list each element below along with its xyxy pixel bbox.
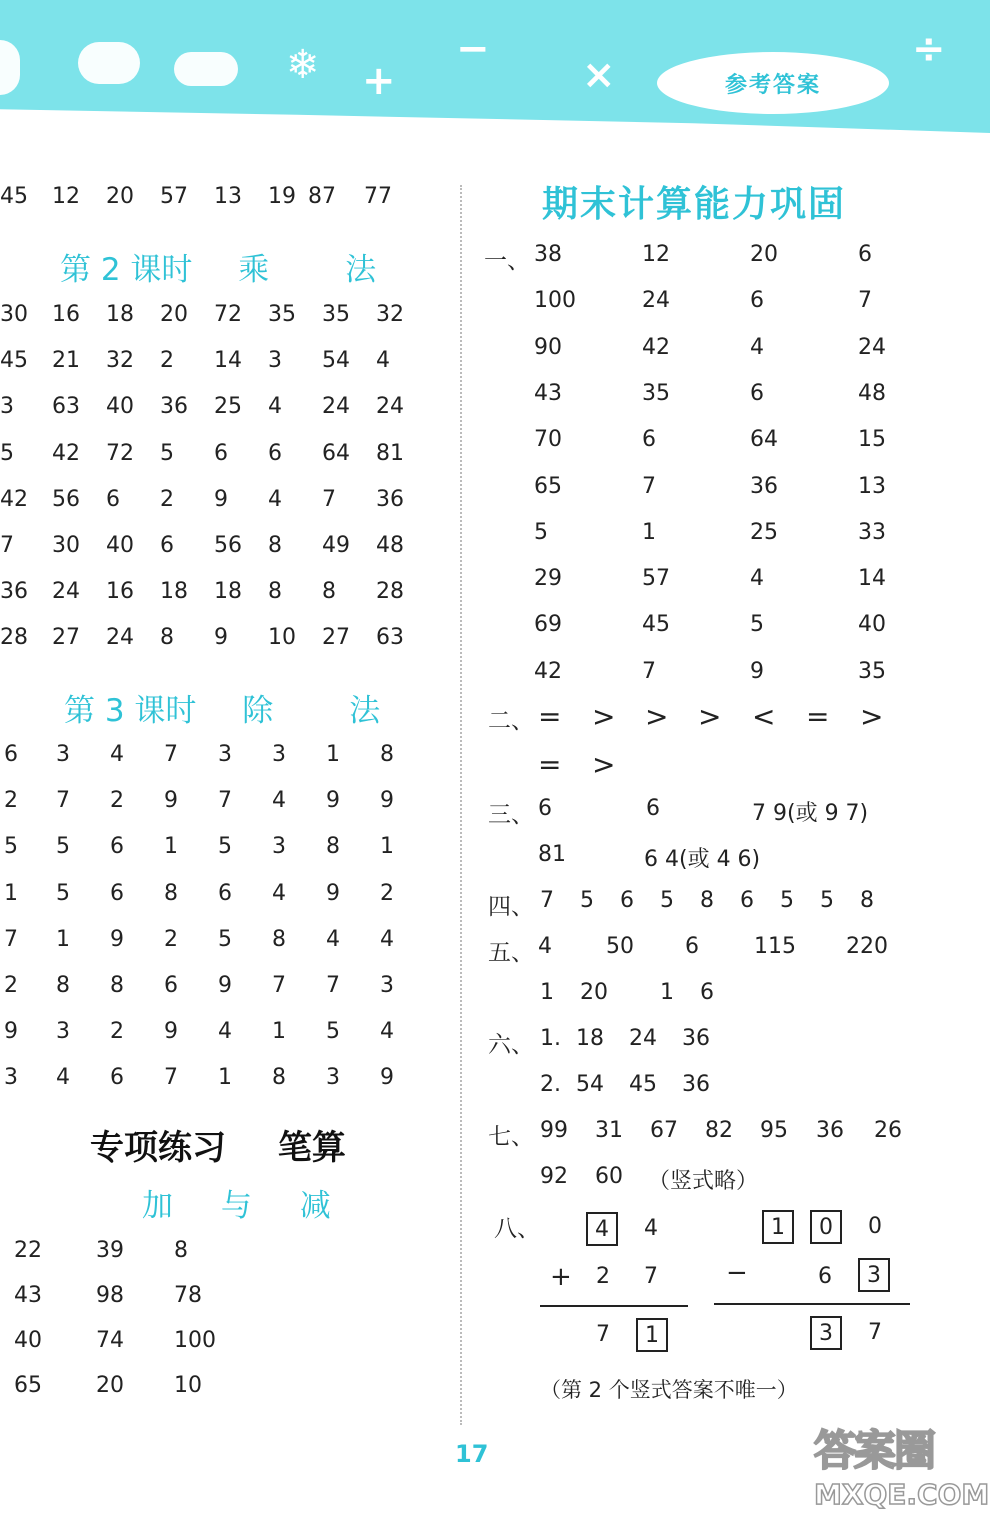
lesson2-cell: 25	[214, 394, 242, 420]
lesson3-cell: 9	[164, 788, 178, 814]
sum-line	[540, 1305, 688, 1307]
lesson2-cell: 4	[268, 394, 282, 420]
special-title-b: 笔算	[277, 1128, 346, 1168]
lesson3-cell: 6	[110, 880, 124, 906]
lesson2-cell: 56	[214, 533, 242, 558]
lesson3-cell: 5	[218, 834, 232, 860]
plus-sign: +	[550, 1262, 572, 1292]
lesson3-cell: 5	[326, 1019, 340, 1045]
lesson3-cell: 9	[380, 788, 394, 814]
lesson2-title	[60, 244, 376, 289]
lesson2-cell: 32	[106, 348, 134, 374]
lesson2-cell: 2	[160, 486, 174, 512]
special-title-a: 专项练习	[90, 1128, 226, 1168]
s4-cell: 5	[780, 888, 794, 913]
special-cell: 39	[96, 1238, 124, 1263]
lesson3-cell: 1	[272, 1019, 286, 1045]
lesson3-cell: 8	[56, 973, 70, 998]
s1-cell: 24	[642, 288, 670, 314]
lesson2-cell: 16	[106, 579, 134, 605]
special-cell: 8	[174, 1238, 188, 1263]
s1-cell: 35	[858, 658, 886, 684]
special-cell: 100	[174, 1328, 216, 1353]
s3-label: 三、	[488, 802, 534, 828]
s1-cell: 42	[642, 334, 670, 360]
lesson3-cell: 9	[164, 1019, 178, 1045]
lesson3-cell: 5	[218, 926, 232, 952]
lesson3-cell: 4	[380, 926, 394, 952]
s1-cell: 6	[750, 288, 764, 314]
answer-badge	[657, 52, 889, 114]
s6-cell: 36	[682, 1026, 710, 1051]
lesson3-cell: 6	[110, 1065, 124, 1091]
lesson3-cell: 9	[218, 973, 232, 998]
lesson2-cell: 28	[0, 625, 28, 651]
lesson3-cell: 7	[56, 788, 70, 814]
left-top-cell: 19	[268, 184, 296, 209]
s3-cell: 7 9(或 9 7)	[752, 801, 869, 826]
s1-cell: 40	[858, 612, 886, 638]
lesson2-cell: 18	[160, 579, 188, 605]
lesson3-cell: 5	[56, 880, 70, 906]
s1-cell: 12	[642, 242, 670, 267]
digit: 6	[818, 1264, 832, 1289]
lesson3-cell: 1	[326, 742, 340, 767]
digit-box: 3	[858, 1258, 890, 1292]
digit: 2	[596, 1264, 610, 1289]
s1-cell: 6	[642, 427, 656, 453]
s5-cell: 220	[846, 934, 888, 959]
s2-cell: >	[592, 700, 616, 733]
s1-cell: 6	[858, 242, 872, 267]
special-cell: 43	[14, 1283, 42, 1308]
lesson2-cell: 24	[376, 394, 404, 420]
lesson3-cell: 4	[326, 926, 340, 952]
lesson2-cell: 36	[376, 486, 404, 512]
s1-cell: 48	[858, 380, 886, 406]
lesson2-cell: 5	[0, 440, 14, 466]
digit-box: 4	[586, 1212, 618, 1246]
s2-cell: <	[752, 700, 776, 733]
special-cell: 40	[14, 1328, 42, 1353]
s1-cell: 38	[534, 242, 562, 267]
lesson3-cell: 8	[110, 973, 124, 998]
left-top-cell: 20	[106, 184, 134, 209]
s4-cell: 7	[540, 888, 554, 913]
lesson3-cell: 7	[4, 926, 18, 952]
column-divider	[460, 185, 462, 1425]
s7-cell: 26	[874, 1118, 902, 1143]
lesson3-cell: 4	[218, 1019, 232, 1045]
lesson2-cell: 24	[322, 394, 350, 420]
s4-label: 四、	[488, 894, 534, 920]
lesson2-cell: 6	[106, 486, 120, 512]
lesson2-cell: 2	[160, 348, 174, 374]
s7-cell: 60	[595, 1164, 623, 1189]
lesson3-cell: 4	[110, 742, 124, 767]
s7-cell: 92	[540, 1164, 568, 1189]
lesson3-cell: 3	[272, 834, 286, 860]
lesson2-cell: 7	[322, 486, 336, 512]
s4-cell: 5	[580, 888, 594, 913]
lesson2-cell: 8	[268, 533, 282, 558]
special-cell: 74	[96, 1328, 124, 1353]
lesson3-cell: 2	[4, 788, 18, 814]
s6-cell: 45	[629, 1072, 657, 1097]
lesson3-cell: 4	[380, 1019, 394, 1045]
s6-label: 六、	[488, 1032, 534, 1058]
lesson2-cell: 10	[268, 625, 296, 651]
minus-icon: −	[456, 26, 490, 72]
lesson3-cell: 3	[56, 742, 70, 767]
lesson2-cell: 18	[106, 302, 134, 327]
lesson2-cell: 7	[0, 533, 14, 558]
lesson3-cell: 5	[4, 834, 18, 860]
s3-cell: 6	[646, 796, 660, 821]
s5-cell: 1	[540, 980, 554, 1005]
lesson2-cell: 20	[160, 302, 188, 327]
lesson3-cell: 1	[380, 834, 394, 860]
s3-cell: 6	[538, 796, 552, 821]
s1-cell: 5	[534, 519, 548, 545]
answer-badge-label: 参考答案	[724, 72, 821, 98]
lesson3-cell: 2	[4, 973, 18, 998]
lesson3-cell: 7	[272, 973, 286, 998]
lesson2-cell: 63	[52, 394, 80, 420]
lesson3-cell: 4	[272, 880, 286, 906]
s6-cell: 24	[629, 1026, 657, 1051]
lesson2-cell: 6	[268, 440, 282, 466]
lesson2-cell: 45	[0, 348, 28, 374]
times-icon: ×	[582, 52, 616, 98]
s5-cell: 6	[700, 980, 714, 1005]
s7-cell: 95	[760, 1118, 788, 1143]
s1-cell: 6	[750, 380, 764, 406]
lesson2-cell: 35	[322, 302, 350, 327]
lesson2-cell: 24	[52, 579, 80, 605]
lesson2-cell: 27	[52, 625, 80, 651]
s1-cell: 7	[642, 473, 656, 499]
s2-cell: =	[538, 748, 562, 781]
s5-cell: 115	[754, 934, 796, 959]
lesson3-title	[64, 685, 380, 730]
lesson2-cell: 8	[160, 625, 174, 651]
divide-icon: ÷	[912, 26, 946, 72]
s1-cell: 4	[750, 566, 764, 592]
s1-cell: 15	[858, 427, 886, 453]
watermark-logo	[810, 1418, 990, 1517]
lesson2-cell: 16	[52, 302, 80, 327]
lesson3-cell: 8	[272, 926, 286, 952]
s6-cell: 36	[682, 1072, 710, 1097]
lesson2-cell: 4	[376, 348, 390, 374]
lesson2-cell: 42	[52, 440, 80, 466]
s5-label: 五、	[488, 940, 534, 966]
s1-cell: 100	[534, 288, 576, 314]
s6-cell: 54	[576, 1072, 604, 1097]
lesson3-cell: 9	[326, 788, 340, 814]
minus-sign: −	[726, 1258, 748, 1288]
s1-cell: 7	[642, 658, 656, 684]
lesson2-cell: 9	[214, 486, 228, 512]
lesson3-cell: 1	[56, 926, 70, 952]
s1-cell: 35	[642, 380, 670, 406]
lesson2-cell: 5	[160, 440, 174, 466]
lesson2-cell: 54	[322, 348, 350, 374]
lesson2-cell: 32	[376, 302, 404, 327]
lesson3-cell: 3	[272, 742, 286, 767]
cloud-rain-icon	[174, 52, 238, 86]
s7-cell: 36	[816, 1118, 844, 1143]
s5-cell: 6	[685, 934, 699, 959]
lesson3-title-text: 第 3 课时	[64, 693, 197, 729]
lesson2-title-text: 第 2 课时	[60, 252, 193, 288]
s6-cell: 18	[576, 1026, 604, 1051]
s1-cell: 70	[534, 427, 562, 453]
s4-cell: 8	[860, 888, 874, 913]
s6-cell: 2.	[540, 1072, 561, 1097]
special-sub-b: 与	[220, 1188, 252, 1224]
special-cell: 65	[14, 1373, 42, 1398]
lesson3-cell: 2	[164, 926, 178, 952]
lesson2-cell: 24	[106, 625, 134, 651]
lesson2-cell: 18	[214, 579, 242, 605]
lesson2-cell: 28	[376, 579, 404, 605]
lesson2-cell: 6	[160, 533, 174, 558]
s1-cell: 7	[858, 288, 872, 314]
lesson3-cell: 7	[164, 1065, 178, 1091]
lesson2-cell: 63	[376, 625, 404, 651]
lesson3-cell: 3	[326, 1065, 340, 1091]
cloud-icon	[78, 42, 140, 84]
lesson3-cell: 6	[110, 834, 124, 860]
s1-cell: 20	[750, 242, 778, 267]
digit-box: 3	[810, 1316, 842, 1350]
lesson2-cell: 42	[0, 486, 28, 512]
s1-cell: 64	[750, 427, 778, 453]
lesson2-cell: 9	[214, 625, 228, 651]
lesson3-cell: 3	[4, 1065, 18, 1091]
s7-cell: 99	[540, 1118, 568, 1143]
lesson2-cell: 56	[52, 486, 80, 512]
digit: 7	[596, 1322, 610, 1347]
lesson2-cell: 35	[268, 302, 296, 327]
s2-cell: >	[645, 700, 669, 733]
s1-cell: 42	[534, 658, 562, 684]
lesson3-cell: 3	[56, 1019, 70, 1045]
s7-cell: 82	[705, 1118, 733, 1143]
lesson3-cell: 9	[110, 926, 124, 952]
s4-cell: 6	[620, 888, 634, 913]
special-cell: 10	[174, 1373, 202, 1398]
s2-cell: >	[698, 700, 722, 733]
s1-label: 一、	[484, 248, 530, 274]
lesson3-cell: 8	[272, 1065, 286, 1091]
lesson2-cell: 40	[106, 394, 134, 420]
lesson2-cell: 8	[322, 579, 336, 605]
lesson3-op-b: 法	[349, 693, 381, 729]
digit: 7	[644, 1264, 658, 1289]
digit: 7	[868, 1320, 882, 1345]
lesson2-cell: 6	[214, 440, 228, 466]
s5-cell: 50	[606, 934, 634, 959]
lesson3-cell: 6	[4, 742, 18, 767]
left-top-cell: 13	[214, 184, 242, 209]
s4-cell: 5	[660, 888, 674, 913]
lesson3-cell: 2	[110, 788, 124, 814]
lesson3-cell: 7	[326, 973, 340, 998]
digit-box: 1	[762, 1210, 794, 1244]
s4-cell: 5	[820, 888, 834, 913]
lesson2-op-a: 乘	[238, 252, 270, 288]
lesson3-cell: 6	[164, 973, 178, 998]
s1-cell: 29	[534, 566, 562, 592]
lesson3-cell: 1	[218, 1065, 232, 1091]
s1-cell: 65	[534, 473, 562, 499]
lesson3-op-a: 除	[242, 693, 274, 729]
special-sub-a: 加	[142, 1188, 173, 1224]
s5-cell: 4	[538, 934, 552, 959]
s3-cell: 6 4(或 4 6)	[644, 847, 761, 872]
special-cell: 78	[174, 1283, 202, 1308]
watermark-text: 答案圈	[814, 1426, 935, 1475]
lesson3-cell: 7	[164, 742, 178, 767]
lesson2-cell: 14	[214, 348, 242, 374]
s1-cell: 45	[642, 612, 670, 638]
lesson2-cell: 72	[214, 302, 242, 327]
special-cell: 22	[14, 1238, 42, 1263]
s1-cell: 90	[534, 334, 562, 360]
s5-cell: 20	[580, 980, 608, 1005]
lesson3-cell: 2	[110, 1019, 124, 1045]
s1-cell: 36	[750, 473, 778, 499]
lesson2-cell: 30	[52, 533, 80, 558]
lesson2-cell: 64	[322, 440, 350, 466]
special-cell: 98	[96, 1283, 124, 1308]
s4-cell: 8	[700, 888, 714, 913]
left-top-cell: 77	[364, 184, 392, 209]
digit-box: 1	[636, 1318, 668, 1352]
lesson3-cell: 8	[326, 834, 340, 860]
s2-cell: >	[592, 748, 616, 781]
lesson2-cell: 48	[376, 533, 404, 558]
page-number: 17	[455, 1440, 489, 1468]
s1-cell: 33	[858, 519, 886, 545]
s1-cell: 43	[534, 380, 562, 406]
left-top-cell: 57	[160, 184, 188, 209]
s1-cell: 13	[858, 473, 886, 499]
s2-cell: >	[860, 700, 884, 733]
digit: 0	[868, 1214, 882, 1239]
s1-cell: 24	[858, 334, 886, 360]
final-exam-title: 期末计算能力巩固	[542, 184, 847, 225]
s7-label: 七、	[488, 1124, 534, 1150]
s1-cell: 1	[642, 519, 656, 545]
lesson2-cell: 3	[268, 348, 282, 374]
s7-note: （竖式略）	[648, 1169, 759, 1194]
s2-cell: =	[806, 700, 830, 733]
special-title	[90, 1120, 346, 1169]
s1-cell: 5	[750, 612, 764, 638]
lesson2-cell: 21	[52, 348, 80, 374]
lesson3-cell: 4	[56, 1065, 70, 1091]
lesson3-cell: 3	[218, 742, 232, 767]
s1-cell: 9	[750, 658, 764, 684]
s1-cell: 57	[642, 566, 670, 592]
special-cell: 20	[96, 1373, 124, 1398]
difference-line	[714, 1303, 910, 1305]
lesson3-cell: 5	[56, 834, 70, 860]
lesson3-cell: 9	[380, 1065, 394, 1091]
s1-cell: 4	[750, 334, 764, 360]
special-subtitle	[142, 1180, 331, 1225]
lesson2-cell: 27	[322, 625, 350, 651]
lesson2-cell: 8	[268, 579, 282, 605]
lesson2-op-b: 法	[345, 252, 377, 288]
watermark-url: MXQE.COM	[814, 1478, 990, 1511]
lesson3-cell: 2	[380, 880, 394, 906]
lesson3-cell: 3	[380, 973, 394, 998]
s1-cell: 14	[858, 566, 886, 592]
lesson3-cell: 9	[326, 880, 340, 906]
lesson2-cell: 72	[106, 440, 134, 466]
s6-cell: 1.	[540, 1026, 561, 1051]
lesson3-cell: 4	[272, 788, 286, 814]
s4-cell: 6	[740, 888, 754, 913]
digit-box: 0	[810, 1210, 842, 1244]
lesson2-cell: 49	[322, 533, 350, 558]
s2-label: 二、	[488, 708, 534, 734]
snowflake-icon: ❄	[286, 42, 320, 88]
lesson2-cell: 3	[0, 394, 14, 420]
lesson3-cell: 7	[218, 788, 232, 814]
s7-cell: 67	[650, 1118, 678, 1143]
lesson2-cell: 36	[160, 394, 188, 420]
lesson3-cell: 1	[4, 880, 18, 906]
s3-cell: 81	[538, 842, 566, 867]
lesson2-cell: 36	[0, 579, 28, 605]
special-sub-c: 减	[299, 1188, 331, 1224]
s5-cell: 1	[660, 980, 674, 1005]
lesson2-cell: 30	[0, 302, 28, 327]
digit: 4	[644, 1216, 658, 1241]
s2-cell: =	[538, 700, 562, 733]
s8-note: （第 2 个竖式答案不唯一）	[540, 1378, 798, 1402]
s7-cell: 31	[595, 1118, 623, 1143]
lesson2-cell: 81	[376, 440, 404, 466]
s8-label: 八、	[494, 1216, 540, 1242]
lesson3-cell: 9	[4, 1019, 18, 1045]
lesson3-cell: 6	[218, 880, 232, 906]
left-top-cell: 12	[52, 184, 80, 209]
plus-icon: +	[362, 58, 396, 104]
s1-cell: 69	[534, 612, 562, 638]
lesson3-cell: 8	[164, 880, 178, 906]
left-top-cell: 45	[0, 184, 28, 209]
lesson2-cell: 40	[106, 533, 134, 558]
lesson2-cell: 4	[268, 486, 282, 512]
left-top-cell: 87	[308, 184, 336, 209]
s1-cell: 25	[750, 519, 778, 545]
lesson3-cell: 8	[380, 742, 394, 767]
lesson3-cell: 1	[164, 834, 178, 860]
